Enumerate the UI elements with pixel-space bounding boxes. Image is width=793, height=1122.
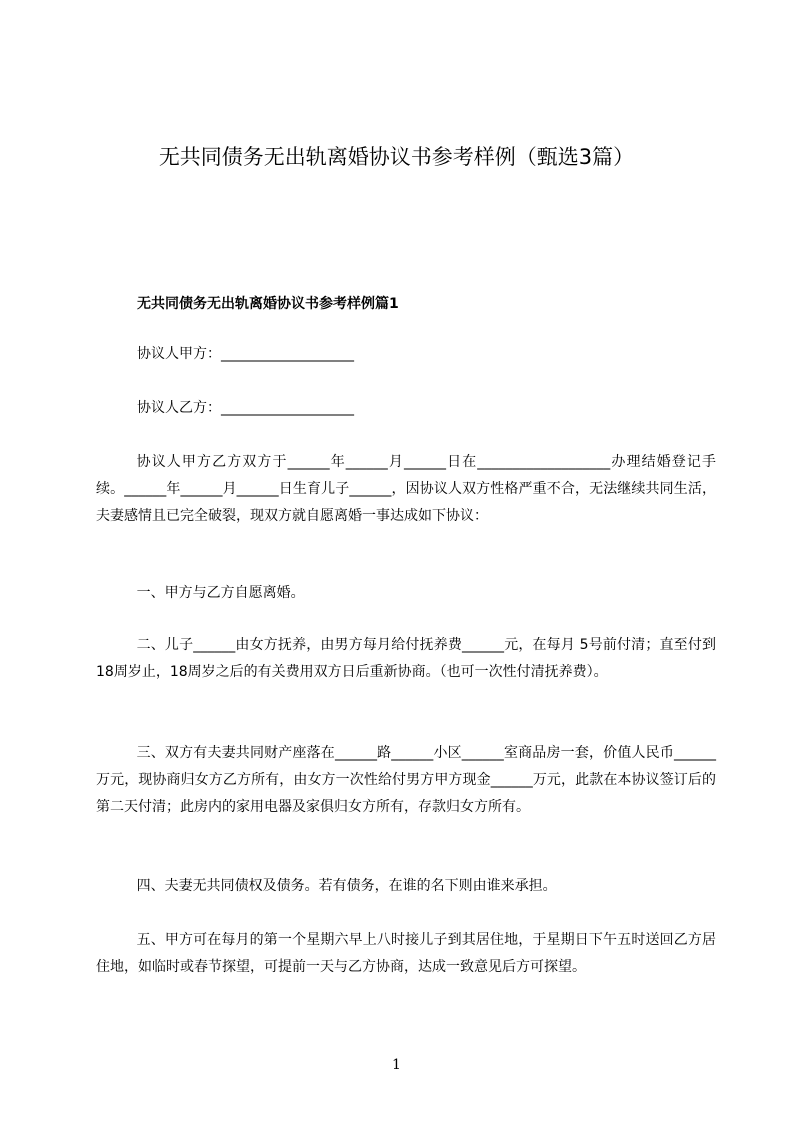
clause-4: 四、夫妻无共同债权及债务。若有债务，在谁的名下则由谁来承担。 (136, 878, 557, 894)
party-b-line: 协议人乙方：___________________ (137, 400, 354, 416)
section-heading: 无共同债务无出轨离婚协议书参考样例篇1 (137, 296, 399, 312)
party-a-line: 协议人甲方：___________________ (137, 346, 354, 362)
clause-2: 二、儿子______由女方抚养，由男方每月给付抚养费______元，在每月 5号前付清；直至付到18周岁止，18周岁之后的有关费用双方日后重新协商。（也可一次性付清抚养费）。 (96, 637, 716, 680)
clause-3: 三、双方有夫妻共同财产座落在______路______小区______室商品房一套，价值人民币______万元，现协商归女方乙方所有，由女方一次性给付男方甲方现金______万元，此款在本协议签订后的第二天付清；此房内的家用电器及家俱归女方所有，存款归女方所有。 (96, 745, 716, 815)
document-title: 无共同债务无出轨离婚协议书参考样例（甄选3篇） (158, 145, 635, 169)
clause-5: 五、甲方可在每月的第一个星期六早上八时接儿子到其居住地，于星期日下午五时送回乙方居住地，如临时或春节探望，可提前一天与乙方协商，达成一致意见后方可探望。 (96, 932, 716, 975)
intro-paragraph: 协议人甲方乙方双方于______年______月______日在___________________办理结婚登记手续。______年______月______日生育儿子______，因协议人双方性格严重不合，无法继续共同生活，夫妻感情且已完全破裂，现双方就自愿离婚一事达成如下协议： (96, 454, 716, 524)
clause-1: 一、甲方与乙方自愿离婚。 (136, 585, 305, 601)
page-number: 1 (392, 1057, 401, 1073)
